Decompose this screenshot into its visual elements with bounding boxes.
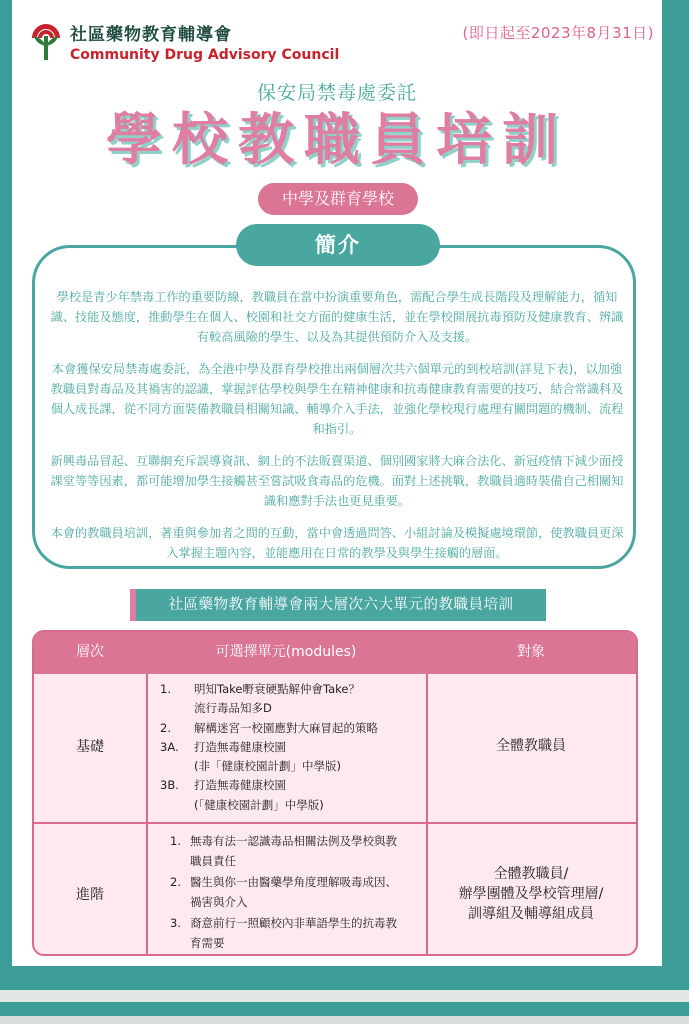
target-text: 辦學團體及學校管理層/: [458, 886, 604, 902]
module-number: 3B.: [160, 778, 179, 793]
module-number: 1.: [160, 682, 171, 696]
intro-heading: 簡介: [236, 224, 440, 266]
module-text: 裔意前行一照顧校內非華語學生的抗毒教: [190, 916, 397, 930]
module-number: 1.: [170, 834, 181, 848]
intro-paragraph: 本會的教職員培訓，著重與參加者之間的互動，當中會透過問答、小組討論及模擬處境環節，使教職員更深入掌握主題內容，並能應用在日常的教學及與學生接觸的層面。: [50, 526, 624, 560]
module-number: 2.: [170, 875, 181, 889]
intro-paragraph: 學校是青少年禁毒工作的重要防線，教職員在當中扮演重要角色，需配合學生成長階段及理解能力，循知識、技能及態度，推動學生在個人、校園和社交方面的健康生活，並在學校開展抗毒預防及健康教育、辨識有較高風險的學生、以及為其提供預防介入及支援。: [50, 290, 624, 344]
advanced-modules-list: [170, 832, 424, 955]
org-name-en: Community Drug Advisory Council: [70, 47, 340, 63]
module-text: 無毒有法一認識毒品相關法例及學校與教: [190, 834, 397, 848]
module-number: 3A.: [160, 739, 179, 754]
module-text: 醫生與你一由醫藥學角度理解吸毒成因、: [190, 875, 397, 889]
table-header: [34, 632, 636, 674]
org-name-zh: 社區藥物教育輔導會: [70, 25, 232, 45]
module-text: 打造無毒健康校園: [194, 778, 286, 793]
module-number: 2.: [160, 720, 171, 735]
column-divider: [146, 674, 148, 956]
module-item: [170, 873, 424, 912]
date-range: (即日起至2023年8月31日): [462, 24, 654, 42]
header-target: 對象: [517, 644, 545, 660]
row-divider: [34, 822, 636, 824]
row-level-basic: 基礎: [76, 739, 104, 755]
header-modules: 可選擇單元(modules): [215, 644, 357, 660]
flyer-page: [12, 0, 662, 966]
module-subtext: (非「健康校園計劃」中學版): [194, 759, 341, 774]
module-text: 明知Take嘢衰硬點解仲會Take？: [194, 682, 360, 696]
target-text: 全體教職員: [496, 738, 566, 754]
intro-paragraph: 本會獲保安局禁毒處委託，為全港中學及群育學校推出兩個層次共六個單元的到校培訓(詳見下表)，以加強教職員對毒品及其禍害的認識，掌握評估學校與學生在精神健康和抗毒健康教育需要的技巧，結合常識科及個人成長課，從不同方面裝備教職員相關知識、輔導介入手法，並強化學校現行處理有關問題的機制、流程和指引。: [50, 362, 624, 436]
target-text: 全體教職員/: [493, 866, 569, 882]
module-item: [160, 680, 424, 719]
audience-pill: 中學及群育學校: [258, 183, 418, 215]
module-subtext: 流行毒品知多D: [194, 701, 272, 716]
commissioned-by: 保安局禁毒處委託: [256, 82, 417, 104]
bottom-band: [0, 1016, 689, 1024]
module-number: 3.: [170, 916, 181, 930]
intro-text: [48, 287, 626, 575]
module-text: 打造無毒健康校園: [194, 739, 286, 754]
module-subtext: 職員責任: [190, 853, 236, 868]
target-text: 訓導組及輔導組成員: [468, 906, 594, 922]
module-subtext: 禍害與介入: [190, 894, 248, 909]
basic-modules-list: [160, 680, 424, 815]
module-item: [160, 719, 424, 738]
module-item: [160, 776, 424, 815]
row-level-advanced: 進階: [76, 887, 104, 903]
module-subtext: (「健康校園計劃」中學版): [194, 797, 324, 812]
page-title: 學校教職員培訓: [106, 108, 568, 173]
module-item: [160, 738, 424, 777]
module-text: 解構迷宮一校園應對大麻冒起的策略: [194, 720, 378, 735]
module-item: [170, 914, 424, 953]
row-target-advanced: [426, 864, 636, 924]
bottom-band: [0, 990, 689, 1002]
header-level: 層次: [76, 644, 104, 660]
section-banner: 社區藥物教育輔導會兩大層次六大單元的教職員培訓: [130, 589, 546, 621]
training-table: [32, 630, 638, 956]
intro-paragraph: 新興毒品冒起、互聯網充斥誤導資訊、網上的不法販賣渠道、個別國家將大麻合法化、新冠疫情下減少面授課堂等等因素，都可能增加學生接觸甚至嘗試吸食毒品的危機。面對上述挑戰，教職員適時裝備自己相關知識和應對手法也更見重要。: [50, 454, 624, 508]
row-target-basic: [426, 736, 636, 756]
council-logo-icon: [28, 18, 64, 62]
module-item: [170, 832, 424, 871]
module-subtext: 育需要: [190, 935, 225, 950]
